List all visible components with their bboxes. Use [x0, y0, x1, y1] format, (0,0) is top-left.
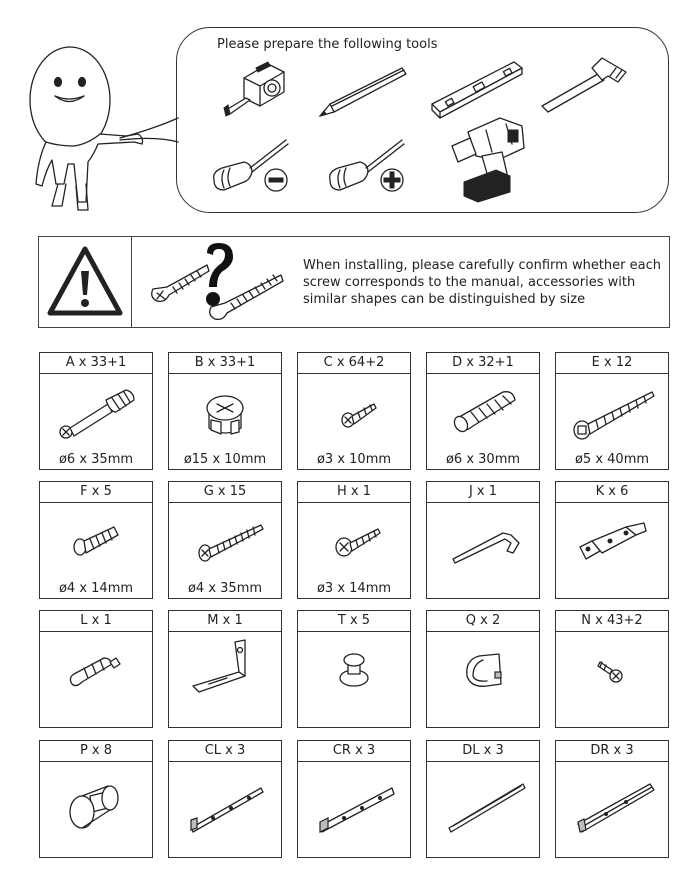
- drawer-rail-cl-icon: [169, 762, 281, 834]
- part-card-e: [555, 352, 669, 470]
- part-size: ø4 x 14mm: [58, 581, 134, 596]
- part-label: DR x 3: [556, 741, 668, 762]
- part-card-dl: [426, 740, 540, 858]
- short-screw-icon: [298, 374, 410, 446]
- part-label: L x 1: [40, 611, 152, 632]
- warning-text: When installing, please carefully confirm whether each screw corresponds to the manual, accessories with similar shapes can be distinguished by size: [303, 258, 661, 307]
- part-label: B x 33+1: [169, 353, 281, 374]
- part-card-k: [555, 481, 669, 599]
- part-card-l: [39, 610, 153, 728]
- knob-icon: [40, 762, 152, 834]
- l-bracket-icon: [169, 632, 281, 704]
- part-label: D x 32+1: [427, 353, 539, 374]
- part-label: H x 1: [298, 482, 410, 503]
- tape-measure-icon: [222, 58, 286, 118]
- part-card-q: [426, 610, 540, 728]
- part-label: Q x 2: [427, 611, 539, 632]
- part-size: ø3 x 10mm: [316, 452, 392, 467]
- warning-divider: [131, 237, 132, 327]
- part-card-g: [168, 481, 282, 599]
- wood-dowel-icon: [427, 374, 539, 446]
- drawer-rail-dl-icon: [427, 762, 539, 834]
- wood-screw-icon: [169, 503, 281, 575]
- long-screw-icon: [556, 374, 668, 446]
- part-label: G x 15: [169, 482, 281, 503]
- part-card-f: [39, 481, 153, 599]
- part-card-t: [297, 610, 411, 728]
- part-card-cr: [297, 740, 411, 858]
- part-label: DL x 3: [427, 741, 539, 762]
- part-card-dr: [555, 740, 669, 858]
- part-size: ø15 x 10mm: [183, 452, 267, 467]
- clip-icon: [427, 632, 539, 704]
- part-size: ø3 x 14mm: [316, 581, 392, 596]
- warning-box: [38, 236, 670, 328]
- tools-title: Please prepare the following tools: [217, 37, 438, 52]
- part-label: J x 1: [427, 482, 539, 503]
- part-label: K x 6: [556, 482, 668, 503]
- drawer-rail-cr-icon: [298, 762, 410, 834]
- cam-lock-icon: [169, 374, 281, 446]
- part-label: M x 1: [169, 611, 281, 632]
- part-label: N x 43+2: [556, 611, 668, 632]
- part-card-a: [39, 352, 153, 470]
- screw-comparison-icon: [149, 243, 289, 323]
- part-card-cl: [168, 740, 282, 858]
- machine-screw-icon: [40, 503, 152, 575]
- part-card-b: [168, 352, 282, 470]
- part-card-n: [555, 610, 669, 728]
- part-card-h: [297, 481, 411, 599]
- part-label: C x 64+2: [298, 353, 410, 374]
- bubble-tail: [120, 118, 182, 158]
- allen-key-icon: [427, 503, 539, 575]
- hinge-icon: [556, 503, 668, 575]
- part-card-c: [297, 352, 411, 470]
- part-card-j: [426, 481, 540, 599]
- part-label: F x 5: [40, 482, 152, 503]
- part-label: T x 5: [298, 611, 410, 632]
- hammer-icon: [540, 56, 630, 116]
- part-card-m: [168, 610, 282, 728]
- part-size: ø4 x 35mm: [187, 581, 263, 596]
- part-label: E x 12: [556, 353, 668, 374]
- pencil-icon: [318, 66, 408, 120]
- part-card-p: [39, 740, 153, 858]
- flat-screwdriver-icon: [210, 136, 296, 196]
- shelf-support-icon: [298, 632, 410, 704]
- part-label: A x 33+1: [40, 353, 152, 374]
- part-card-d: [426, 352, 540, 470]
- part-size: ø6 x 35mm: [58, 452, 134, 467]
- cordless-drill-icon: [446, 112, 530, 202]
- wall-plug-icon: [40, 632, 152, 704]
- part-label: P x 8: [40, 741, 152, 762]
- part-size: ø5 x 40mm: [574, 452, 650, 467]
- drawer-rail-dr-icon: [556, 762, 668, 834]
- cam-dowel-icon: [40, 374, 152, 446]
- warning-triangle-icon: [47, 245, 123, 319]
- part-size: ø6 x 30mm: [445, 452, 521, 467]
- part-label: CR x 3: [298, 741, 410, 762]
- phillips-screwdriver-icon: [326, 136, 412, 196]
- spirit-level-icon: [430, 58, 524, 120]
- small-screw-icon: [556, 632, 668, 704]
- part-label: CL x 3: [169, 741, 281, 762]
- pan-head-screw-icon: [298, 503, 410, 575]
